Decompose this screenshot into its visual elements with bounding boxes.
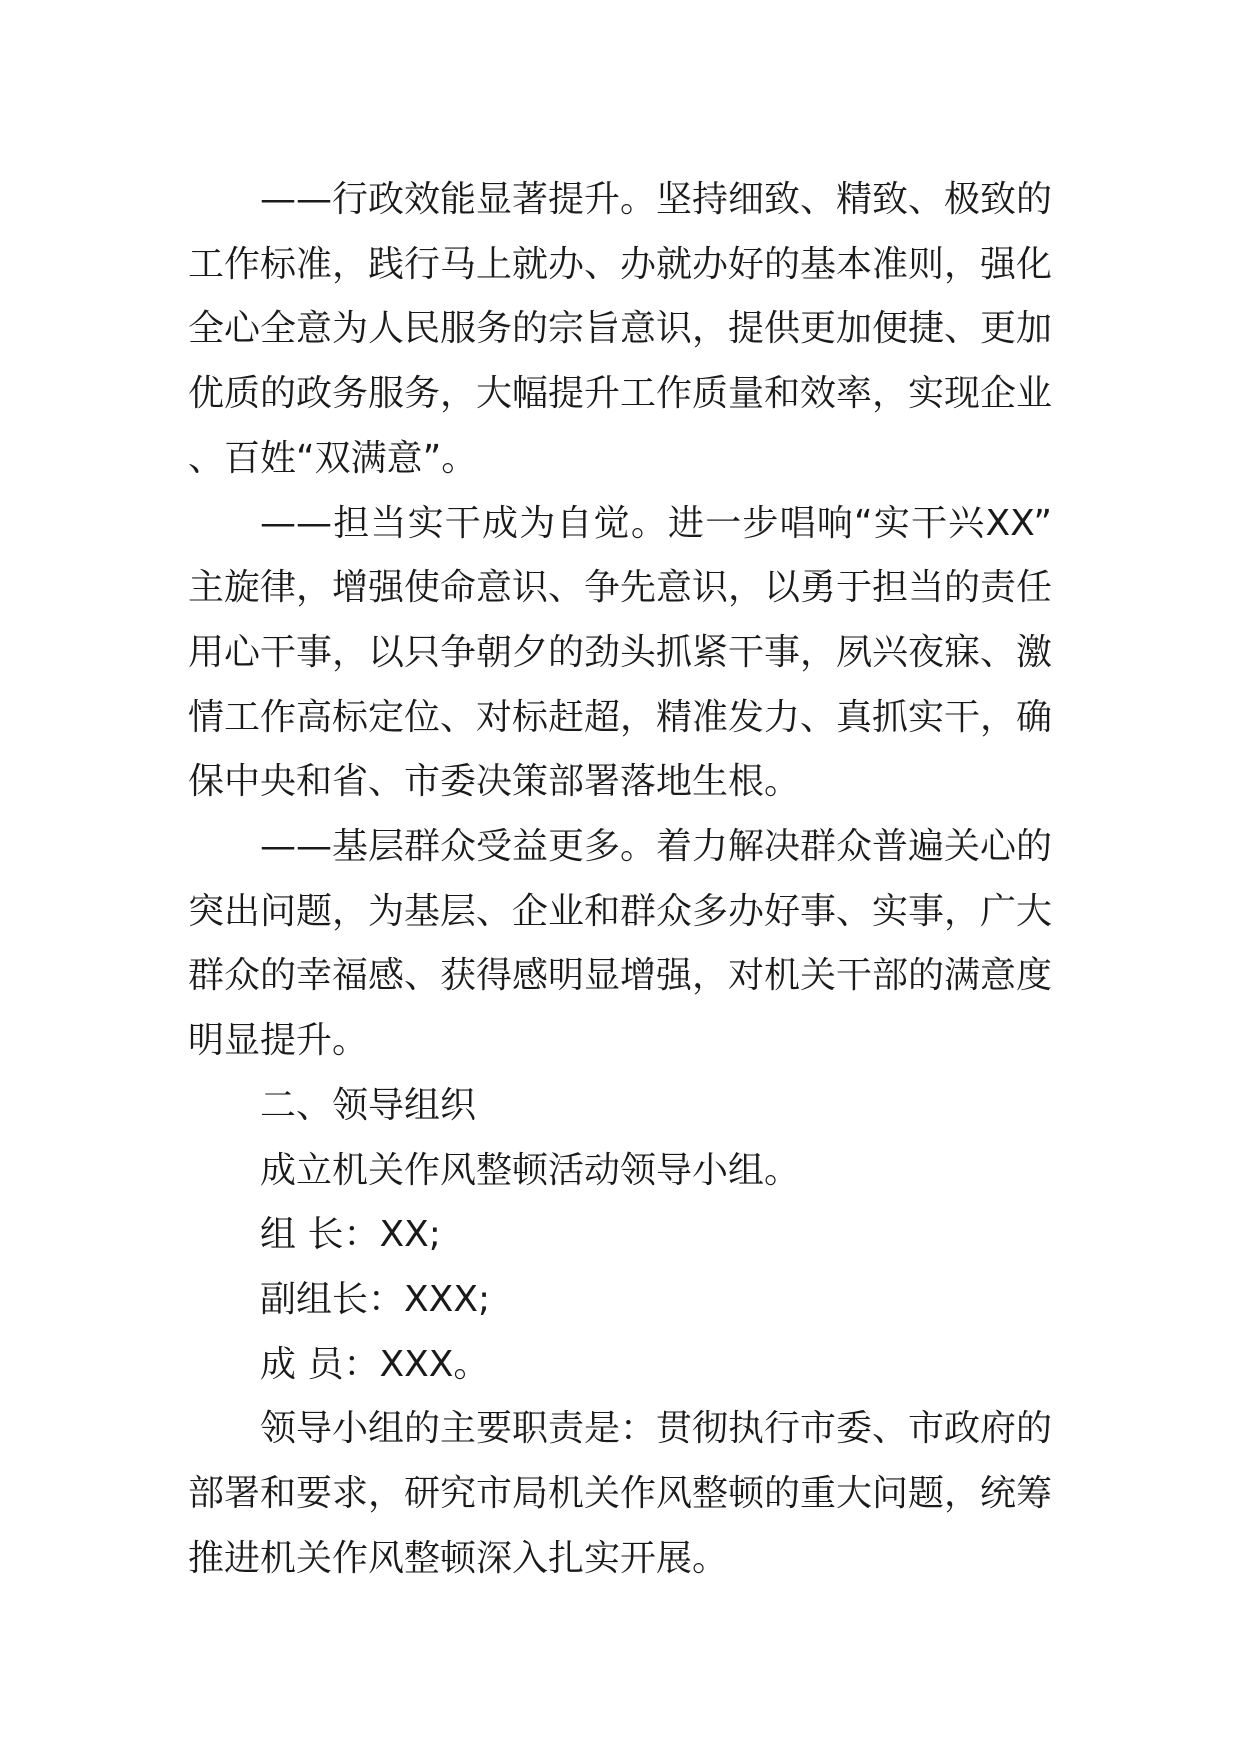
members-line: 成 员：XXX。 [260, 1343, 490, 1385]
deputy-leader-line: 副组长：XXX; [260, 1278, 491, 1320]
paragraph-administrative-efficiency: ——行政效能显著提升。坚持细致、精致、极致的工作标准，践行马上就办、办就办好的基本准则，强化全心全意为人民服务的宗旨意识，提供更加便捷、更加优质的政务服务，大幅提升工作质量和效率，实现企业、百姓“双满意”。 [188, 179, 1053, 479]
paragraph-grassroots-benefit: ——基层群众受益更多。着力解决群众普遍关心的突出问题，为基层、企业和群众多办好事、实事，广大群众的幸福感、获得感明显增强，对机关干部的满意度明显提升。 [188, 826, 1053, 1062]
paragraph-leading-group-established: 成立机关作风整顿活动领导小组。 [260, 1149, 801, 1191]
document-page [188, 168, 1052, 1591]
paragraph-responsibility-action: ——担当实干成为自觉。进一步唱响“实干兴XX”主旋律，增强使命意识、争先意识，以勇于担当的责任用心干事，以只争朝夕的劲头抓紧干事，夙兴夜寐、激情工作高标定位、对标赶超，精准发力、真抓实干，确保中央和省、市委决策部署落地生根。 [188, 502, 1053, 803]
paragraph-group-responsibilities: 领导小组的主要职责是：贯彻执行市委、市政府的部署和要求，研究市局机关作风整顿的重大问题，统筹推进机关作风整顿深入扎实开展。 [188, 1408, 1053, 1579]
group-leader-line: 组 长：XX; [260, 1214, 441, 1256]
section-heading-leadership-organization: 二、领导组织 [260, 1084, 477, 1126]
